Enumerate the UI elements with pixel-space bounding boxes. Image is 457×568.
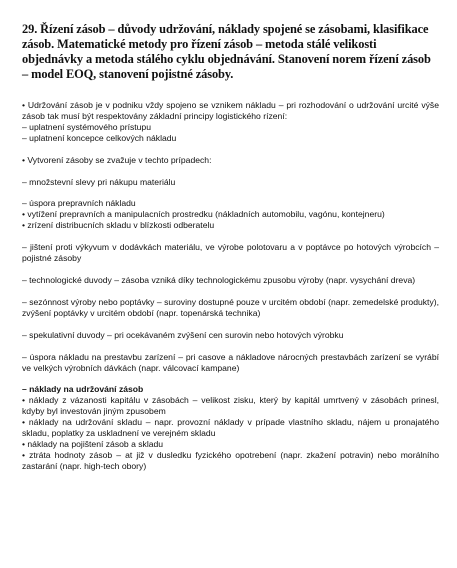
document-title: 29. Řízení zásob – důvody udržování, náklady spojené se zásobami, klasifikace zásob. Matematické metody pro řízení zásob – metoda stálé velikosti objednávky a metoda stálého cyklu objednávání. Stanovení norem řízení zásob – model EOQ, stanovení pojistné zásoby. [22, 22, 431, 81]
intro-item: – uplatnení systémového prístupu [22, 121, 151, 132]
intro-item: – uplatnení koncepce celkových nákladu [22, 132, 177, 143]
cost-item: • náklady na udržování skladu – napr. provozní náklady v prípade vlastního skladu, nájem u pronajatého skladu, poplatky za uskladnení ve verejném skladu [22, 417, 439, 439]
intro-paragraph: • Udržování zásob je v podniku vždy spojeno se vznikem nákladu – pri rozhodování o udržování urcité výše zásob tak musí být respektovány základní principy logistického rízení: [22, 100, 439, 121]
reason-item: – úspora nákladu na prestavbu zarízení – pri casove a nákladove nárocných prestavbách zarízení se vyrábí ve velkých výrobních dávkách (napr. válcovací kampane) [22, 351, 439, 373]
reason-item: – sezónnost výroby nebo poptávky – suroviny dostupné pouze v urcitém období (napr. zemedelské produkty), zvýšení poptávky v urcitém období (napr. topenárská technika) [22, 296, 439, 318]
costs-heading: – náklady na udržování zásob [22, 384, 144, 395]
reason-subitem: • zrízení distribucních skladu v blízkosti odberatelu [22, 220, 215, 231]
cost-item: • ztráta hodnoty zásob – at již v dusledku fyzického opotrebení (napr. zkažení potravin) nebo morálního zastarání (napr. high-tech obory) [22, 449, 439, 471]
cost-item: • náklady na pojištení zásob a skladu [22, 438, 164, 449]
reason-item: – jištení proti výkyvum v dodávkách materiálu, ve výrobe polotovaru a v poptávce po hotových výrobcích – pojistné zásoby [22, 242, 439, 264]
document-body [22, 100, 439, 472]
reason-item: – množstevní slevy pri nákupu materiálu [22, 176, 176, 187]
reason-item: – technologické duvody – zásoba vzniká díky technologickému zpusobu výroby (napr. vysychání dreva) [22, 274, 416, 285]
reasons-heading: • Vytvorení zásoby se zvažuje v techto prípadech: [22, 154, 212, 165]
reason-item: – spekulativní duvody – pri ocekávaném zvýšení cen surovin nebo hotových výrobku [22, 329, 344, 340]
cost-item: • náklady z vázanosti kapitálu v zásobách – velikost zisku, který by kapitál umrtvený v zásobách prinesl, kdyby byl investován jiným zpusobem [22, 395, 439, 417]
reason-item: – úspora prepravních nákladu [22, 198, 136, 209]
reason-subitem: • vytížení prepravních a manipulacních prostredku (nákladních automobilu, vagónu, kontejneru) [22, 209, 385, 220]
